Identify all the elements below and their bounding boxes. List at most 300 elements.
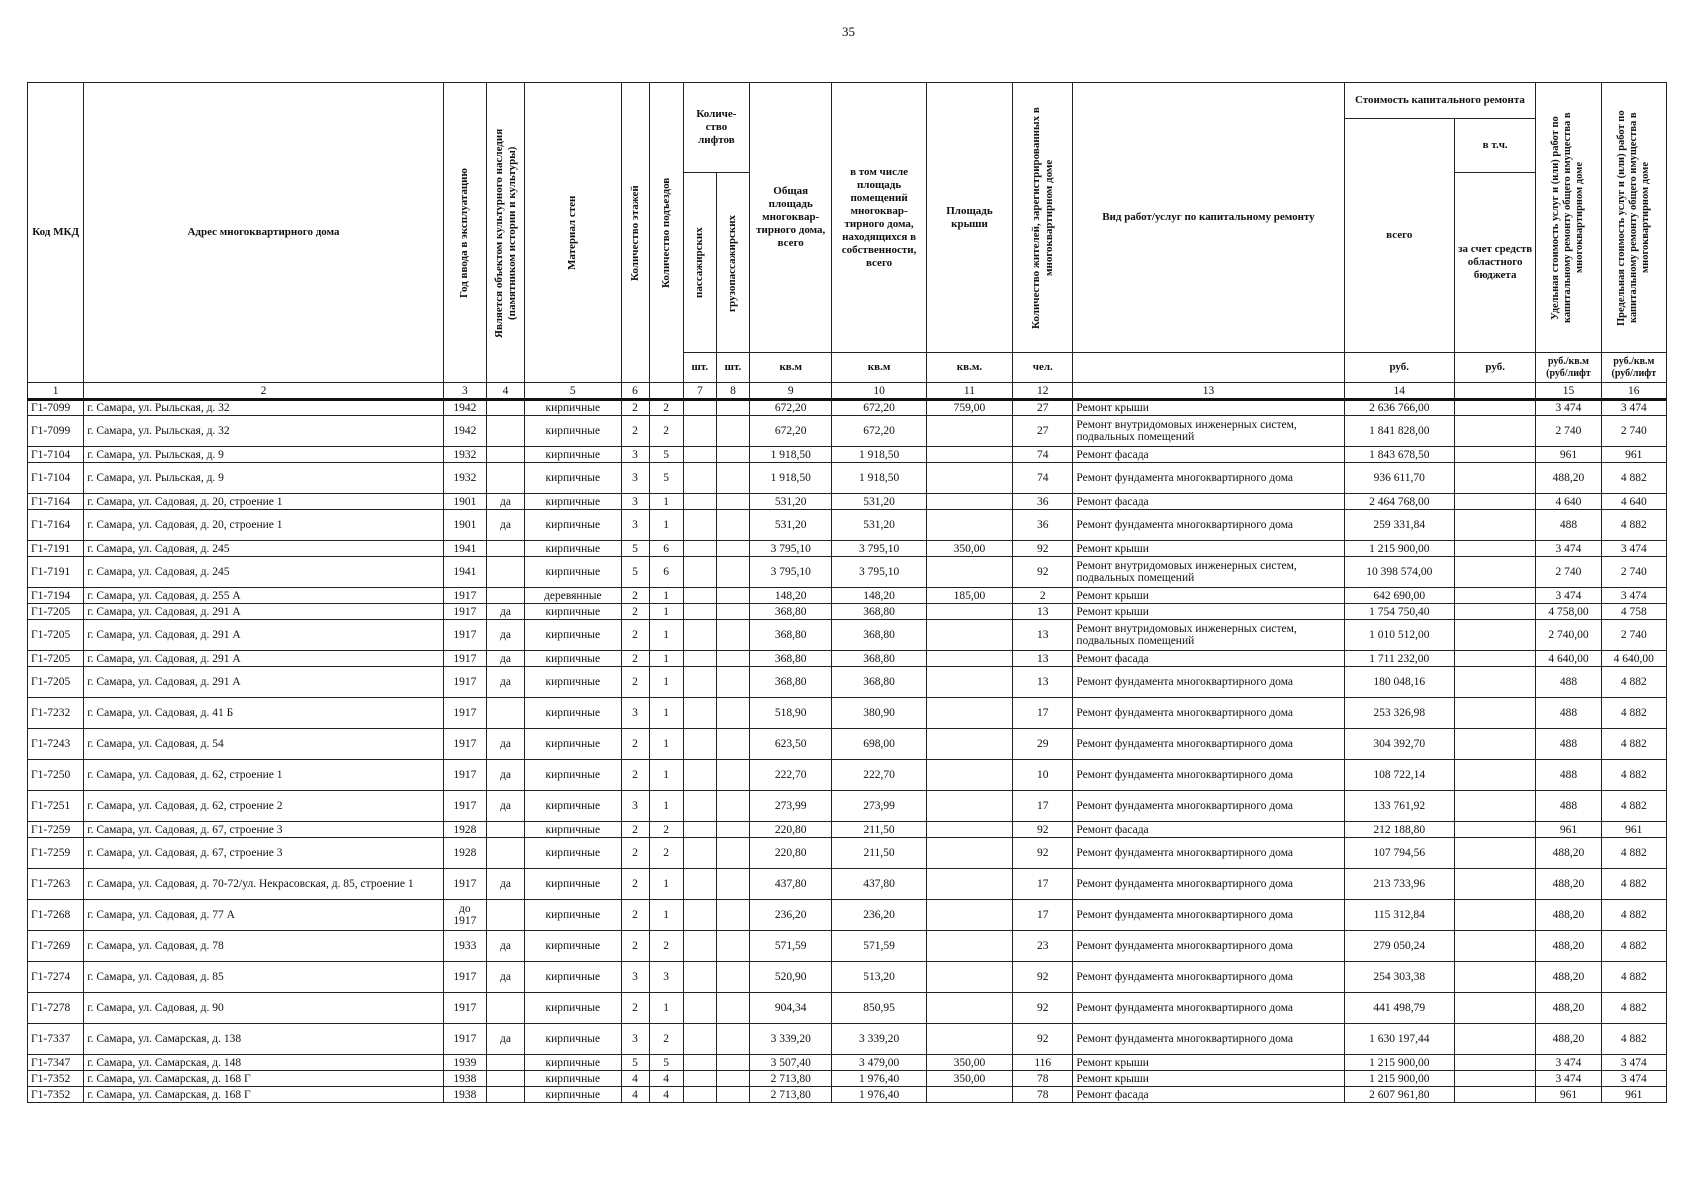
row-total-area: 531,20: [750, 510, 832, 541]
row-entrances: 1: [649, 651, 683, 667]
row-max-cost: 2 740: [1601, 557, 1666, 588]
row-lifts-pass: [683, 869, 716, 900]
row-heritage: да: [486, 729, 524, 760]
header-lifts-cargo: грузопассажирских: [716, 173, 749, 353]
row-address: г. Самара, ул. Рыльская, д. 9: [84, 463, 444, 494]
row-address: г. Самара, ул. Садовая, д. 20, строение 1: [84, 510, 444, 541]
row-heritage: [486, 463, 524, 494]
row-cost-total: 254 303,38: [1344, 962, 1454, 993]
row-roof-area: [926, 510, 1012, 541]
row-year: 1939: [443, 1055, 486, 1071]
row-lifts-pass: [683, 463, 716, 494]
row-lifts-pass: [683, 604, 716, 620]
row-floors: 2: [621, 822, 649, 838]
row-lifts-cargo: [716, 838, 749, 869]
row-material: кирпичные: [525, 962, 621, 993]
row-year: 1928: [443, 838, 486, 869]
row-roof-area: [926, 993, 1012, 1024]
row-address: г. Самара, ул. Садовая, д. 77 А: [84, 900, 444, 931]
row-heritage: [486, 698, 524, 729]
row-heritage: [486, 416, 524, 447]
row-material: кирпичные: [525, 900, 621, 931]
row-year: 1917: [443, 620, 486, 651]
row-lifts-cargo: [716, 510, 749, 541]
row-year: 1938: [443, 1071, 486, 1087]
row-heritage: [486, 900, 524, 931]
row-total-area: 368,80: [750, 651, 832, 667]
row-lifts-cargo: [716, 1024, 749, 1055]
row-heritage: [486, 822, 524, 838]
row-floors: 4: [621, 1071, 649, 1087]
row-code: Г1-7268: [28, 900, 84, 931]
table-row: [28, 1087, 1667, 1103]
row-total-area: 518,90: [750, 698, 832, 729]
table-row: [28, 494, 1667, 510]
row-total-area: 520,90: [750, 962, 832, 993]
row-total-area: 2 713,80: [750, 1087, 832, 1103]
row-material: кирпичные: [525, 463, 621, 494]
row-floors: 3: [621, 510, 649, 541]
row-year: 1917: [443, 993, 486, 1024]
row-code: Г1-7191: [28, 557, 84, 588]
row-floors: 2: [621, 993, 649, 1024]
row-entrances: 2: [649, 416, 683, 447]
row-year: 1933: [443, 931, 486, 962]
row-owned-area: 1 918,50: [832, 447, 926, 463]
row-entrances: 1: [649, 620, 683, 651]
row-lifts-pass: [683, 900, 716, 931]
row-code: Г1-7337: [28, 1024, 84, 1055]
row-owned-area: 222,70: [832, 760, 926, 791]
row-entrances: 2: [649, 822, 683, 838]
row-owned-area: 672,20: [832, 400, 926, 416]
row-address: г. Самара, ул. Рыльская, д. 32: [84, 400, 444, 416]
row-max-cost: 4 882: [1601, 993, 1666, 1024]
row-heritage: [486, 588, 524, 604]
row-total-area: 222,70: [750, 760, 832, 791]
row-owned-area: 437,80: [832, 869, 926, 900]
row-address: г. Самара, ул. Садовая, д. 62, строение 1: [84, 760, 444, 791]
row-lifts-cargo: [716, 698, 749, 729]
row-lifts-pass: [683, 651, 716, 667]
row-lifts-pass: [683, 791, 716, 822]
row-floors: 5: [621, 1055, 649, 1071]
row-entrances: 5: [649, 447, 683, 463]
row-owned-area: 3 795,10: [832, 541, 926, 557]
row-code: Г1-7259: [28, 838, 84, 869]
table-row: [28, 651, 1667, 667]
row-lifts-pass: [683, 1071, 716, 1087]
row-code: Г1-7191: [28, 541, 84, 557]
header-cost: Стоимость капитального ремонта: [1344, 83, 1536, 119]
row-year: 1917: [443, 1024, 486, 1055]
row-code: Г1-7164: [28, 494, 84, 510]
row-lifts-cargo: [716, 931, 749, 962]
row-lifts-cargo: [716, 760, 749, 791]
row-floors: 2: [621, 416, 649, 447]
row-heritage: да: [486, 1024, 524, 1055]
row-cost-regional: [1454, 604, 1535, 620]
table-row: [28, 993, 1667, 1024]
row-work-type: Ремонт внутридомовых инженерных систем, подвальных помещений: [1073, 557, 1344, 588]
table-row: [28, 931, 1667, 962]
table-row: [28, 604, 1667, 620]
row-work-type: Ремонт внутридомовых инженерных систем, подвальных помещений: [1073, 416, 1344, 447]
row-residents: 74: [1013, 463, 1073, 494]
row-roof-area: [926, 760, 1012, 791]
row-heritage: да: [486, 667, 524, 698]
header-heritage: Является объектом культурного наследия (памятником истории и культуры): [486, 83, 524, 383]
table-row: [28, 838, 1667, 869]
row-roof-area: [926, 822, 1012, 838]
row-entrances: 5: [649, 1055, 683, 1071]
row-max-cost: 3 474: [1601, 1055, 1666, 1071]
row-lifts-pass: [683, 838, 716, 869]
row-address: г. Самара, ул. Садовая, д. 20, строение 1: [84, 494, 444, 510]
row-work-type: Ремонт крыши: [1073, 604, 1344, 620]
row-roof-area: [926, 463, 1012, 494]
row-entrances: 1: [649, 588, 683, 604]
table-row: [28, 447, 1667, 463]
row-cost-total: 1 843 678,50: [1344, 447, 1454, 463]
row-cost-total: 1 215 900,00: [1344, 1055, 1454, 1071]
row-floors: 3: [621, 791, 649, 822]
row-lifts-pass: [683, 962, 716, 993]
row-work-type: Ремонт фасада: [1073, 447, 1344, 463]
row-max-cost: 961: [1601, 1087, 1666, 1103]
row-owned-area: 531,20: [832, 494, 926, 510]
row-max-cost: 4 882: [1601, 729, 1666, 760]
column-number: 3: [443, 383, 486, 400]
row-code: Г1-7269: [28, 931, 84, 962]
row-owned-area: 368,80: [832, 620, 926, 651]
column-number: 16: [1601, 383, 1666, 400]
table-row: [28, 729, 1667, 760]
row-work-type: Ремонт крыши: [1073, 400, 1344, 416]
row-lifts-pass: [683, 931, 716, 962]
unit-unit-cost: руб./кв.м (руб/лифт: [1536, 353, 1601, 383]
column-number: 7: [683, 383, 716, 400]
row-cost-regional: [1454, 400, 1535, 416]
row-total-area: 368,80: [750, 620, 832, 651]
row-heritage: да: [486, 510, 524, 541]
row-cost-total: 441 498,79: [1344, 993, 1454, 1024]
table-row: [28, 588, 1667, 604]
row-material: кирпичные: [525, 698, 621, 729]
row-cost-regional: [1454, 931, 1535, 962]
row-code: Г1-7194: [28, 588, 84, 604]
row-unit-cost: 488,20: [1536, 993, 1601, 1024]
row-owned-area: 236,20: [832, 900, 926, 931]
table-row: [28, 1071, 1667, 1087]
row-total-area: 531,20: [750, 494, 832, 510]
header-material: Материал стен: [525, 83, 621, 383]
row-work-type: Ремонт внутридомовых инженерных систем, подвальных помещений: [1073, 620, 1344, 651]
row-address: г. Самара, ул. Садовая, д. 255 А: [84, 588, 444, 604]
row-cost-total: 2 636 766,00: [1344, 400, 1454, 416]
row-cost-total: 936 611,70: [1344, 463, 1454, 494]
row-work-type: Ремонт фундамента многоквартирного дома: [1073, 729, 1344, 760]
row-address: г. Самара, ул. Самарская, д. 168 Г: [84, 1087, 444, 1103]
row-total-area: 623,50: [750, 729, 832, 760]
row-heritage: [486, 400, 524, 416]
row-total-area: 571,59: [750, 931, 832, 962]
row-residents: 116: [1013, 1055, 1073, 1071]
row-roof-area: [926, 931, 1012, 962]
row-unit-cost: 3 474: [1536, 400, 1601, 416]
row-roof-area: [926, 698, 1012, 729]
row-residents: 92: [1013, 557, 1073, 588]
row-address: г. Самара, ул. Садовая, д. 291 А: [84, 620, 444, 651]
unit-owned-area: кв.м: [832, 353, 926, 383]
row-floors: 2: [621, 604, 649, 620]
row-material: кирпичные: [525, 993, 621, 1024]
row-unit-cost: 488: [1536, 510, 1601, 541]
row-cost-total: 115 312,84: [1344, 900, 1454, 931]
row-material: кирпичные: [525, 1087, 621, 1103]
row-residents: 23: [1013, 931, 1073, 962]
row-total-area: 1 918,50: [750, 463, 832, 494]
table-row: [28, 1055, 1667, 1071]
row-address: г. Самара, ул. Садовая, д. 90: [84, 993, 444, 1024]
row-residents: 13: [1013, 651, 1073, 667]
row-code: Г1-7352: [28, 1087, 84, 1103]
row-total-area: 148,20: [750, 588, 832, 604]
row-code: Г1-7104: [28, 447, 84, 463]
row-residents: 17: [1013, 900, 1073, 931]
row-address: г. Самара, ул. Самарская, д. 148: [84, 1055, 444, 1071]
row-roof-area: 350,00: [926, 1071, 1012, 1087]
row-lifts-pass: [683, 620, 716, 651]
row-lifts-cargo: [716, 1087, 749, 1103]
row-max-cost: 4 882: [1601, 510, 1666, 541]
row-max-cost: 961: [1601, 447, 1666, 463]
row-cost-total: 259 331,84: [1344, 510, 1454, 541]
row-cost-total: 2 607 961,80: [1344, 1087, 1454, 1103]
row-lifts-pass: [683, 494, 716, 510]
row-residents: 10: [1013, 760, 1073, 791]
row-total-area: 2 713,80: [750, 1071, 832, 1087]
row-unit-cost: 4 758,00: [1536, 604, 1601, 620]
row-roof-area: [926, 1024, 1012, 1055]
row-lifts-pass: [683, 541, 716, 557]
row-year: 1917: [443, 698, 486, 729]
row-material: кирпичные: [525, 416, 621, 447]
row-lifts-pass: [683, 993, 716, 1024]
row-unit-cost: 4 640,00: [1536, 651, 1601, 667]
row-lifts-cargo: [716, 494, 749, 510]
row-cost-regional: [1454, 993, 1535, 1024]
row-owned-area: 1 918,50: [832, 463, 926, 494]
header-total-area: Общая площадь многоквар-тирного дома, всего: [750, 83, 832, 353]
row-unit-cost: 488,20: [1536, 931, 1601, 962]
row-roof-area: [926, 604, 1012, 620]
row-material: деревянные: [525, 588, 621, 604]
row-year: 1901: [443, 494, 486, 510]
column-number: 13: [1073, 383, 1344, 400]
row-unit-cost: 3 474: [1536, 1055, 1601, 1071]
row-cost-regional: [1454, 416, 1535, 447]
row-entrances: 1: [649, 791, 683, 822]
row-owned-area: 1 976,40: [832, 1087, 926, 1103]
row-total-area: 437,80: [750, 869, 832, 900]
row-cost-total: 180 048,16: [1344, 667, 1454, 698]
row-floors: 3: [621, 1024, 649, 1055]
row-residents: 92: [1013, 993, 1073, 1024]
row-code: Г1-7099: [28, 400, 84, 416]
row-cost-total: 212 188,80: [1344, 822, 1454, 838]
row-cost-total: 10 398 574,00: [1344, 557, 1454, 588]
row-floors: 3: [621, 962, 649, 993]
row-lifts-pass: [683, 1024, 716, 1055]
row-material: кирпичные: [525, 729, 621, 760]
row-residents: 27: [1013, 400, 1073, 416]
row-entrances: 1: [649, 869, 683, 900]
row-unit-cost: 488: [1536, 760, 1601, 791]
unit-lifts-cargo: шт.: [716, 353, 749, 383]
row-heritage: да: [486, 651, 524, 667]
row-material: кирпичные: [525, 791, 621, 822]
column-number: 12: [1013, 383, 1073, 400]
row-total-area: 236,20: [750, 900, 832, 931]
row-work-type: Ремонт фундамента многоквартирного дома: [1073, 962, 1344, 993]
row-entrances: 1: [649, 900, 683, 931]
table-row: [28, 667, 1667, 698]
row-cost-regional: [1454, 463, 1535, 494]
row-address: г. Самара, ул. Рыльская, д. 32: [84, 416, 444, 447]
row-lifts-pass: [683, 729, 716, 760]
row-lifts-cargo: [716, 588, 749, 604]
row-heritage: да: [486, 620, 524, 651]
row-max-cost: 4 882: [1601, 869, 1666, 900]
row-floors: 3: [621, 698, 649, 729]
table-row: [28, 557, 1667, 588]
row-owned-area: 148,20: [832, 588, 926, 604]
column-number: 4: [486, 383, 524, 400]
row-residents: 36: [1013, 510, 1073, 541]
row-owned-area: 1 976,40: [832, 1071, 926, 1087]
row-cost-total: 1 754 750,40: [1344, 604, 1454, 620]
row-entrances: 4: [649, 1071, 683, 1087]
row-lifts-cargo: [716, 447, 749, 463]
row-entrances: 1: [649, 667, 683, 698]
column-number: [1454, 383, 1535, 400]
row-address: г. Самара, ул. Садовая, д. 245: [84, 541, 444, 557]
header-cost-total: всего: [1344, 119, 1454, 353]
row-lifts-cargo: [716, 667, 749, 698]
row-roof-area: 350,00: [926, 541, 1012, 557]
row-work-type: Ремонт фундамента многоквартирного дома: [1073, 463, 1344, 494]
row-roof-area: 759,00: [926, 400, 1012, 416]
row-floors: 2: [621, 931, 649, 962]
row-residents: 74: [1013, 447, 1073, 463]
row-code: Г1-7205: [28, 667, 84, 698]
row-entrances: 2: [649, 838, 683, 869]
row-address: г. Самара, ул. Садовая, д. 67, строение 3: [84, 838, 444, 869]
row-unit-cost: 2 740: [1536, 557, 1601, 588]
row-work-type: Ремонт фундамента многоквартирного дома: [1073, 993, 1344, 1024]
row-unit-cost: 3 474: [1536, 1071, 1601, 1087]
row-unit-cost: 488: [1536, 698, 1601, 729]
row-floors: 5: [621, 557, 649, 588]
row-work-type: Ремонт фасада: [1073, 651, 1344, 667]
row-work-type: Ремонт фундамента многоквартирного дома: [1073, 698, 1344, 729]
row-owned-area: 211,50: [832, 822, 926, 838]
row-year: 1917: [443, 604, 486, 620]
row-roof-area: [926, 447, 1012, 463]
row-lifts-cargo: [716, 416, 749, 447]
column-number: 8: [716, 383, 749, 400]
repair-table: [27, 82, 1667, 1103]
row-code: Г1-7251: [28, 791, 84, 822]
row-lifts-pass: [683, 416, 716, 447]
row-material: кирпичные: [525, 557, 621, 588]
row-lifts-cargo: [716, 822, 749, 838]
row-year: 1917: [443, 760, 486, 791]
row-unit-cost: 488: [1536, 729, 1601, 760]
row-code: Г1-7278: [28, 993, 84, 1024]
table-body: [28, 383, 1667, 1103]
row-roof-area: [926, 729, 1012, 760]
row-roof-area: [926, 667, 1012, 698]
row-address: г. Самара, ул. Садовая, д. 291 А: [84, 604, 444, 620]
header-unit-cost: Удельная стоимость услуг и (или) работ по капитальному ремонту общего имущества в многоквартирном доме: [1536, 83, 1601, 353]
row-unit-cost: 488,20: [1536, 962, 1601, 993]
unit-residents: чел.: [1013, 353, 1073, 383]
row-heritage: [486, 1071, 524, 1087]
row-lifts-cargo: [716, 900, 749, 931]
row-code: Г1-7243: [28, 729, 84, 760]
row-owned-area: 531,20: [832, 510, 926, 541]
row-residents: 17: [1013, 791, 1073, 822]
row-code: Г1-7205: [28, 604, 84, 620]
row-total-area: 3 507,40: [750, 1055, 832, 1071]
unit-cost-regional: руб.: [1454, 353, 1535, 383]
row-max-cost: 961: [1601, 822, 1666, 838]
row-total-area: 220,80: [750, 838, 832, 869]
header-owned-area: в том числе площадь помещений многоквар-тирного дома, находящихся в собственности, всего: [832, 83, 926, 353]
row-work-type: Ремонт фундамента многоквартирного дома: [1073, 667, 1344, 698]
table-row: [28, 822, 1667, 838]
header-work-type: Вид работ/услуг по капитальному ремонту: [1073, 83, 1344, 353]
row-unit-cost: 4 640: [1536, 494, 1601, 510]
row-cost-total: 1 215 900,00: [1344, 541, 1454, 557]
row-cost-regional: [1454, 822, 1535, 838]
row-year: 1942: [443, 400, 486, 416]
row-floors: 3: [621, 447, 649, 463]
row-code: Г1-7250: [28, 760, 84, 791]
row-year: 1938: [443, 1087, 486, 1103]
row-unit-cost: 488,20: [1536, 900, 1601, 931]
row-lifts-pass: [683, 400, 716, 416]
row-year: 1917: [443, 791, 486, 822]
row-unit-cost: 961: [1536, 447, 1601, 463]
row-year: 1917: [443, 729, 486, 760]
row-total-area: 368,80: [750, 604, 832, 620]
row-lifts-pass: [683, 557, 716, 588]
row-entrances: 1: [649, 993, 683, 1024]
row-floors: 2: [621, 900, 649, 931]
row-material: кирпичные: [525, 1055, 621, 1071]
header-residents: Количество жителей, зарегистрированных в многоквартирном доме: [1013, 83, 1073, 353]
row-owned-area: 368,80: [832, 667, 926, 698]
table-row: [28, 698, 1667, 729]
row-roof-area: 185,00: [926, 588, 1012, 604]
row-max-cost: 3 474: [1601, 541, 1666, 557]
row-unit-cost: 488,20: [1536, 869, 1601, 900]
row-code: Г1-7205: [28, 620, 84, 651]
table-row: [28, 510, 1667, 541]
